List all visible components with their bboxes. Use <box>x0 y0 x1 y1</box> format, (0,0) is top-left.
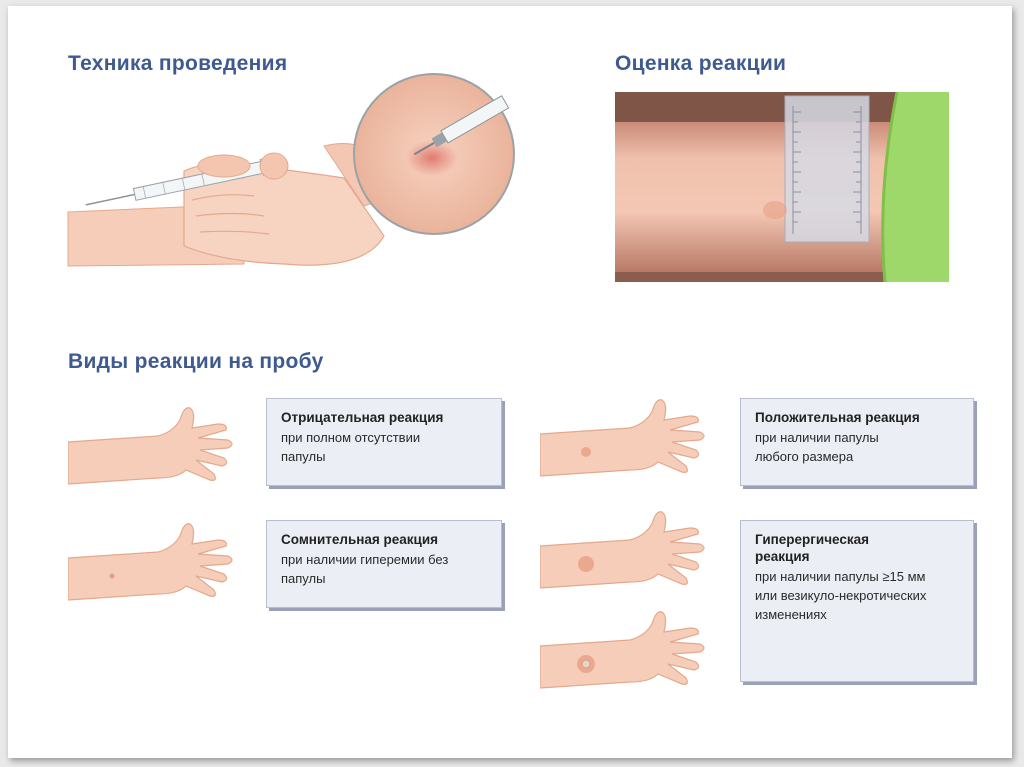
reaction-assessment-photo <box>615 92 949 282</box>
technique-heading: Техника проведения <box>68 52 288 75</box>
doubtful-reaction-description: при наличии гиперемии без папулы <box>281 552 449 586</box>
negative-reaction-box <box>266 398 502 486</box>
assessment-heading: Оценка реакции <box>615 52 787 75</box>
doubtful-reaction-box <box>266 520 502 608</box>
positive-reaction-description: при наличии папулы любого размера <box>755 430 879 464</box>
arm-doubtful-reaction <box>68 514 248 614</box>
arm-hyperergic-reaction-papule <box>540 502 720 602</box>
positive-reaction-box <box>740 398 974 486</box>
injection-technique-illustration <box>64 66 524 281</box>
arm-positive-reaction <box>540 390 720 490</box>
doubtful-reaction-title: Сомнительная реакция <box>281 532 439 547</box>
reaction-types-heading: Виды реакции на пробу <box>68 350 324 373</box>
hyperergic-reaction-box <box>740 520 974 682</box>
positive-reaction-title: Положительная реакция <box>755 410 920 425</box>
arm-negative-reaction <box>68 398 248 498</box>
negative-reaction-description: при полном отсутствии папулы <box>281 430 421 464</box>
hyperergic-reaction-title: Гиперергическая реакция <box>755 532 870 564</box>
negative-reaction-title: Отрицательная реакция <box>281 410 444 425</box>
arm-hyperergic-reaction-necrotic <box>540 602 720 702</box>
hyperergic-reaction-description: при наличии папулы ≥15 мм или везикуло-некротических изменениях <box>755 569 927 622</box>
slide <box>8 6 1012 758</box>
